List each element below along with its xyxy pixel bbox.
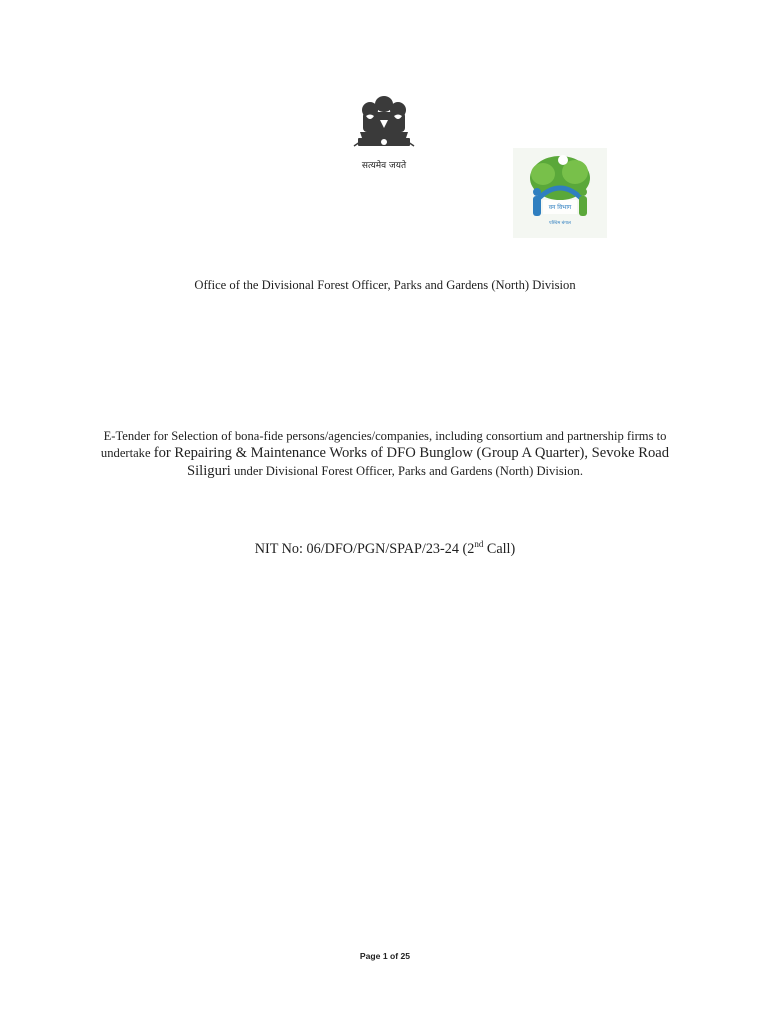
nit-number [0,541,770,558]
forest-department-logo-icon [513,148,607,238]
tender-line-3 [80,462,690,480]
tender-description [80,428,690,480]
nit-suffix: Call) [483,541,516,557]
nit-prefix: NIT No: 06/DFO/PGN/SPAP/23-24 (2 [254,541,475,557]
page-number: Page 1 of 25 [359,951,411,961]
forest-logo-text-2: पश्चिम बंगाल [549,221,571,226]
nit-superscript: nd [474,539,484,549]
office-heading: Office of the Divisional Forest Officer, Parks and Gardens (North) Division [194,278,576,292]
tender-line-2 [80,444,690,462]
tender-line-2-main: for Repairing & Maintenance Works of DFO Bunglow (Group A Quarter), Sevoke Road [153,445,670,461]
emblem-motto: सत्यमेव जयते [361,161,407,171]
tender-line-1: E-Tender for Selection of bona-fide persons/agencies/companies, including consortium and partnership firms to [103,429,667,443]
tender-line-3-rest: under Divisional Forest Officer, Parks and Gardens (North) Division. [230,464,583,478]
tender-line-3-place: Siliguri [187,463,231,479]
forest-logo-text-1: वन विभाग [548,204,572,211]
tender-line-2-prefix: undertake [100,446,154,460]
